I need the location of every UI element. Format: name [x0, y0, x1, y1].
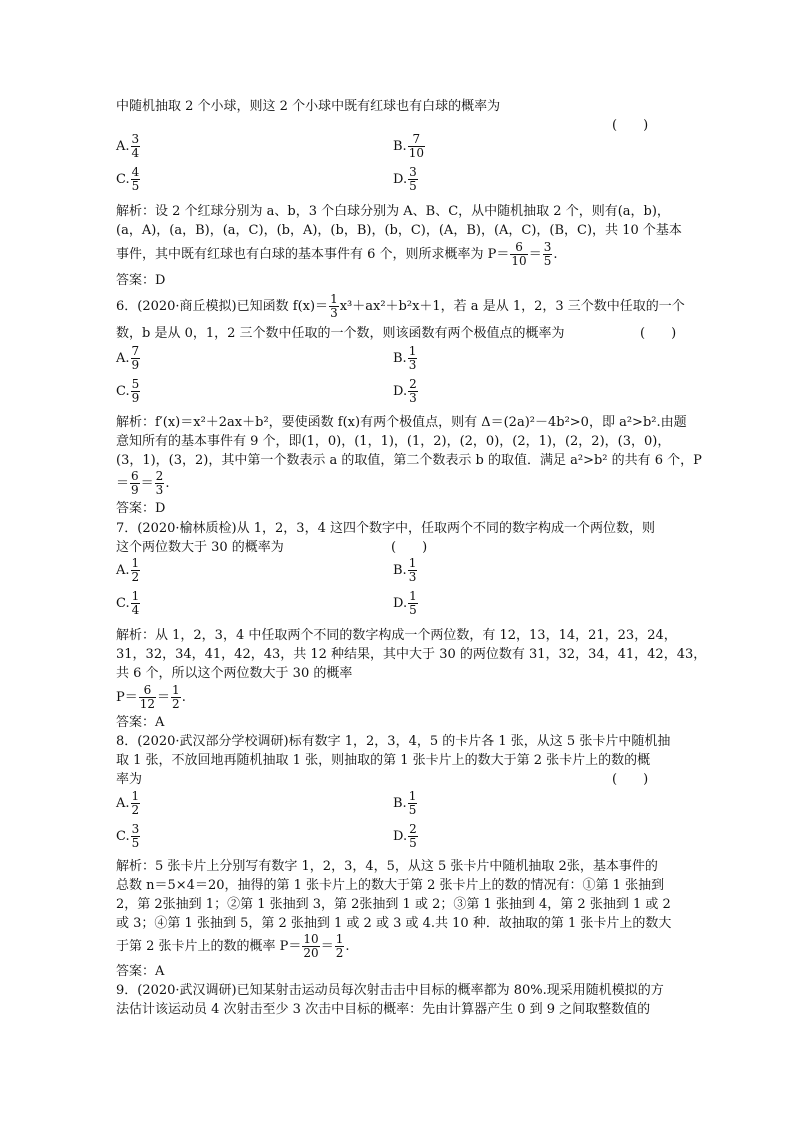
question-9-stem: 9．(2020·武汉调研)已知某射击运动员每次射击击中目标的概率都为 80%.现采用随机模拟的方 — [116, 983, 664, 998]
solution-text: 总数 n＝5×4＝20，抽得的第 1 张卡片上的数大于第 2 张卡片上的数的情况有：①第 1 张抽到 — [116, 878, 665, 893]
question-8-stem: 取 1 张，不放回地再随机抽取 1 张，则抽取的第 1 张卡片上的数大于第 2 张卡片上的数的概 — [116, 753, 651, 768]
option-d: D. $\frac{3}{5}$ — [393, 165, 417, 193]
option-a: A. $\frac{1}{2}$ — [116, 789, 140, 817]
solution-text: 31，32，34，41，42，43，共 12 种结果，其中大于 30 的两位数有 31，32，34，41，42，43， — [116, 647, 707, 662]
question-6-stem: 6．(2020·商丘模拟)已知函数 f(x)＝ $\frac{1}{3}$ x³＋ax²＋b²x＋1，若 a 是从 1，2，3 三个数中任取的一个 — [116, 292, 685, 320]
solution-text: (3，1)，(3，2)，其中第一个数表示 a 的取值，第二个数表示 b 的取值．满足 a²>b² 的共有 6 个，P — [116, 453, 702, 468]
answer-text: 答案：D — [116, 273, 166, 288]
question-5-stem: 中随机抽取 2 个小球，则这 2 个小球中既有红球也有白球的概率为 — [116, 99, 501, 114]
option-b: B. $\frac{1}{3}$ — [393, 344, 417, 372]
solution-text: ＝ $\frac{6}{9}$ ＝ $\frac{2}{3}$ . — [116, 469, 170, 497]
option-b: B. $\frac{1}{3}$ — [393, 556, 417, 584]
answer-blank: ( ) — [612, 772, 649, 787]
solution-text: 共 6 个，所以这个两位数大于 30 的概率 — [116, 666, 353, 681]
option-d: D. $\frac{2}{5}$ — [393, 822, 417, 850]
answer-blank: ( ) — [640, 326, 677, 341]
solution-text: 解析：从 1，2，3，4 中任取两个不同的数字构成一个两位数，有 12，13，14，21，23，24， — [116, 628, 677, 643]
question-6-stem: 数，b 是从 0，1，2 三个数中任取的一个数，则该函数有两个极值点的概率为 — [116, 326, 565, 341]
option-c: C. $\frac{4}{5}$ — [116, 165, 140, 193]
solution-text: 解析：5 张卡片上分别写有数字 1，2，3，4，5，从这 5 张卡片中随机抽取 2张，基本事件的 — [116, 859, 658, 874]
question-9-stem: 法估计该运动员 4 次射击至少 3 次击中目标的概率：先由计算器产生 0 到 9 之间取整数值的 — [116, 1002, 651, 1017]
answer-text: 答案：D — [116, 501, 166, 516]
answer-text: 答案：A — [116, 964, 165, 979]
option-a: A. $\frac{3}{4}$ — [116, 132, 140, 160]
option-a: A. $\frac{1}{2}$ — [116, 556, 140, 584]
answer-blank: ( ) — [391, 540, 428, 555]
option-c: C. $\frac{1}{4}$ — [116, 589, 140, 617]
option-b: B. $\frac{7}{10}$ — [393, 132, 424, 160]
solution-text: 解析：设 2 个红球分别为 a、b，3 个白球分别为 A、B、C，从中随机抽取 2 个，则有(a，b)， — [116, 204, 670, 219]
option-d: D. $\frac{1}{5}$ — [393, 589, 417, 617]
solution-text: 事件，其中既有红球也有白球的基本事件有 6 个，则所求概率为 P＝ $\frac{6}{10}$ ＝ $\frac{3}{5}$ . — [116, 240, 558, 268]
question-8-stem: 8．(2020·武汉部分学校调研)标有数字 1，2，3，4，5 的卡片各 1 张，从这 5 张卡片中随机抽 — [116, 734, 671, 749]
solution-text: 2，第 2张抽到 1；②第 1 张抽到 3，第 2张抽到 1 或 2；③第 1 张抽到 4，第 2 张抽到 1 或 2 — [116, 897, 671, 912]
solution-text: P＝ $\frac{6}{12}$ ＝ $\frac{1}{2}$ . — [116, 683, 186, 711]
question-7-stem: 7．(2020·榆林质检)从 1，2，3，4 这四个数字中，任取两个不同的数字构成一个两位数，则 — [116, 521, 655, 536]
question-8-stem: 率为 — [116, 772, 143, 787]
answer-text: 答案：A — [116, 715, 165, 730]
solution-text: 意知所有的基本事件有 9 个，即(1，0)，(1，1)，(1，2)，(2，0)，(2，1)，(2，2)，(3，0)， — [116, 434, 671, 449]
option-c: C. $\frac{3}{5}$ — [116, 822, 140, 850]
solution-text: 于第 2 张卡片上的数的概率 P＝ $\frac{10}{20}$ ＝ $\frac{1}{2}$ . — [116, 932, 350, 960]
option-a: A. $\frac{7}{9}$ — [116, 344, 140, 372]
solution-text: 解析：f′(x)＝x²＋2ax＋b²，要使函数 f(x)有两个极值点，则有 Δ＝(2a)²－4b²>0，即 a²>b².由题 — [116, 415, 687, 430]
option-b: B. $\frac{1}{5}$ — [393, 789, 417, 817]
option-d: D. $\frac{2}{3}$ — [393, 377, 417, 405]
solution-text: 或 3；④第 1 张抽到 5，第 2 张抽到 1 或 2 或 3 或 4.共 10 种．故抽取的第 1 张卡片上的数大 — [116, 916, 672, 931]
solution-text: (a，A)，(a，B)，(a，C)，(b，A)，(b，B)，(b，C)，(A，B)，(A，C)，(B，C)，共 10 个基本 — [116, 223, 682, 238]
question-7-stem: 这个两位数大于 30 的概率为 — [116, 540, 284, 555]
option-c: C. $\frac{5}{9}$ — [116, 377, 140, 405]
answer-blank: ( ) — [612, 118, 649, 133]
